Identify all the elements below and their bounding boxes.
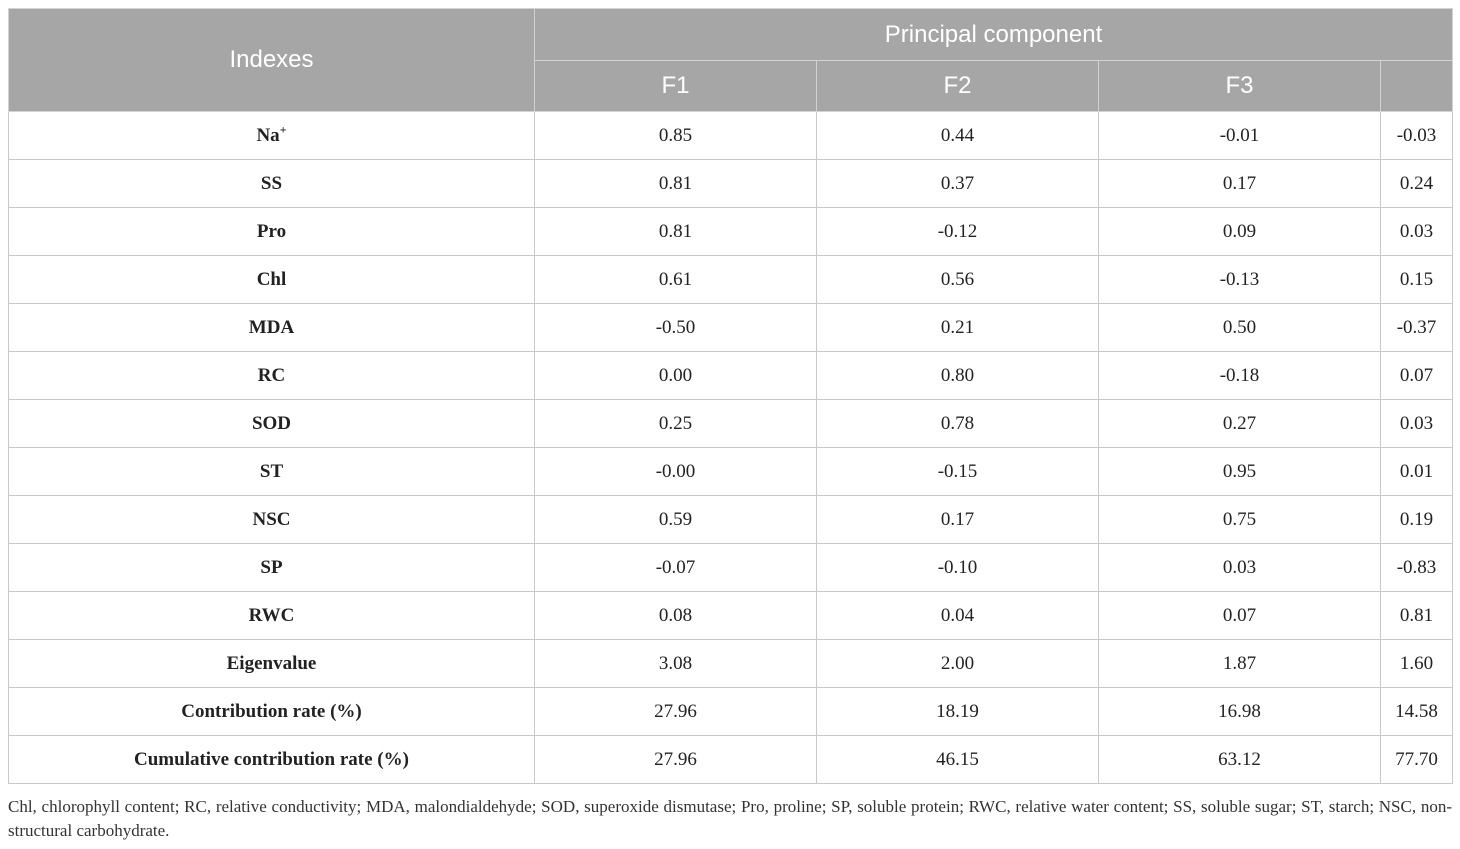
row-index-label [9, 112, 535, 160]
index-name: Cumulative contribution rate (%) [134, 748, 409, 770]
cell-f3: 0.07 [1099, 592, 1381, 640]
cell-f1: -0.07 [535, 544, 817, 592]
cell-f4: 0.03 [1381, 208, 1453, 256]
cell-f2: 0.44 [817, 112, 1099, 160]
row-index-label [9, 208, 535, 256]
cell-f2: 2.00 [817, 640, 1099, 688]
cell-f1: 0.00 [535, 352, 817, 400]
cell-f2: 0.56 [817, 256, 1099, 304]
cell-f1: 0.81 [535, 160, 817, 208]
row-index-label [9, 736, 535, 784]
cell-f4: 0.01 [1381, 448, 1453, 496]
table-row [9, 544, 1453, 592]
row-index-label [9, 256, 535, 304]
cell-f3: -0.01 [1099, 112, 1381, 160]
cell-f3: -0.18 [1099, 352, 1381, 400]
cell-f2: 0.80 [817, 352, 1099, 400]
cell-f1: 0.85 [535, 112, 817, 160]
pca-loadings-table [8, 8, 1453, 784]
index-name: SP [260, 556, 283, 578]
cell-f2: 0.17 [817, 496, 1099, 544]
cell-f1: 0.61 [535, 256, 817, 304]
table-row [9, 688, 1453, 736]
table-row [9, 448, 1453, 496]
cell-f4: 1.60 [1381, 640, 1453, 688]
header-principal-component: Principal component [535, 9, 1453, 61]
cell-f2: 0.37 [817, 160, 1099, 208]
index-name: SOD [251, 412, 292, 434]
index-name: RC [257, 364, 286, 386]
cell-f2: 0.21 [817, 304, 1099, 352]
row-index-label [9, 688, 535, 736]
index-name: Contribution rate (%) [181, 700, 362, 722]
cell-f2: 0.78 [817, 400, 1099, 448]
table-row [9, 736, 1453, 784]
cell-f1: 0.81 [535, 208, 817, 256]
cell-f3: 16.98 [1099, 688, 1381, 736]
cell-f3: 0.95 [1099, 448, 1381, 496]
cell-f4: -0.37 [1381, 304, 1453, 352]
row-index-label [9, 592, 535, 640]
table-row [9, 400, 1453, 448]
cell-f4: 0.24 [1381, 160, 1453, 208]
header-f4 [1381, 61, 1453, 112]
cell-f3: -0.13 [1099, 256, 1381, 304]
cell-f1: 27.96 [535, 736, 817, 784]
index-name: NSC [252, 508, 291, 530]
cell-f2: 0.04 [817, 592, 1099, 640]
row-index-label [9, 160, 535, 208]
table-row [9, 496, 1453, 544]
cell-f4: 14.58 [1381, 688, 1453, 736]
cell-f1: 0.08 [535, 592, 817, 640]
cell-f3: 0.09 [1099, 208, 1381, 256]
cell-f4: 0.03 [1381, 400, 1453, 448]
table-row [9, 640, 1453, 688]
index-superscript: + [279, 122, 287, 137]
table-body [9, 112, 1453, 784]
header-f2: F2 [817, 61, 1099, 112]
index-name: MDA [248, 316, 295, 338]
table-row [9, 304, 1453, 352]
row-index-label [9, 448, 535, 496]
table-footnote: Chl, chlorophyll content; RC, relative conductivity; MDA, malondialdehyde; SOD, superoxide dismutase; Pro, proline; SP, soluble protein; RWC, relative water content; SS, soluble sugar; ST, starch; NSC, non-structural carbohydrate. [8, 797, 1452, 840]
pca-table-container [8, 8, 1452, 784]
cell-f3: 63.12 [1099, 736, 1381, 784]
cell-f1: 0.59 [535, 496, 817, 544]
header-f1: F1 [535, 61, 817, 112]
table-row [9, 160, 1453, 208]
cell-f4: 0.07 [1381, 352, 1453, 400]
cell-f4: 77.70 [1381, 736, 1453, 784]
cell-f3: 0.27 [1099, 400, 1381, 448]
index-name: Eigenvalue [226, 652, 317, 674]
cell-f3: 0.75 [1099, 496, 1381, 544]
index-name: Na [256, 124, 280, 146]
header-indexes: Indexes [9, 9, 535, 112]
row-index-label [9, 544, 535, 592]
cell-f3: 1.87 [1099, 640, 1381, 688]
cell-f3: 0.50 [1099, 304, 1381, 352]
table-row [9, 256, 1453, 304]
row-index-label [9, 496, 535, 544]
row-index-label [9, 352, 535, 400]
cell-f4: 0.19 [1381, 496, 1453, 544]
cell-f4: 0.15 [1381, 256, 1453, 304]
table-row [9, 592, 1453, 640]
index-name: Chl [256, 268, 287, 290]
row-index-label [9, 400, 535, 448]
cell-f2: 46.15 [817, 736, 1099, 784]
cell-f1: 27.96 [535, 688, 817, 736]
index-name: Pro [256, 220, 287, 242]
cell-f3: 0.03 [1099, 544, 1381, 592]
table-row [9, 352, 1453, 400]
cell-f1: 0.25 [535, 400, 817, 448]
table-row [9, 112, 1453, 160]
index-name: SS [260, 172, 283, 194]
cell-f1: -0.50 [535, 304, 817, 352]
cell-f4: -0.83 [1381, 544, 1453, 592]
table-row [9, 208, 1453, 256]
table-header [9, 9, 1453, 112]
row-index-label [9, 304, 535, 352]
row-index-label [9, 640, 535, 688]
index-name: RWC [248, 604, 295, 626]
cell-f4: -0.03 [1381, 112, 1453, 160]
cell-f1: 3.08 [535, 640, 817, 688]
cell-f2: -0.12 [817, 208, 1099, 256]
cell-f4: 0.81 [1381, 592, 1453, 640]
cell-f3: 0.17 [1099, 160, 1381, 208]
cell-f2: -0.10 [817, 544, 1099, 592]
cell-f1: -0.00 [535, 448, 817, 496]
cell-f2: -0.15 [817, 448, 1099, 496]
cell-f2: 18.19 [817, 688, 1099, 736]
index-name: ST [259, 460, 284, 482]
header-f3: F3 [1099, 61, 1381, 112]
